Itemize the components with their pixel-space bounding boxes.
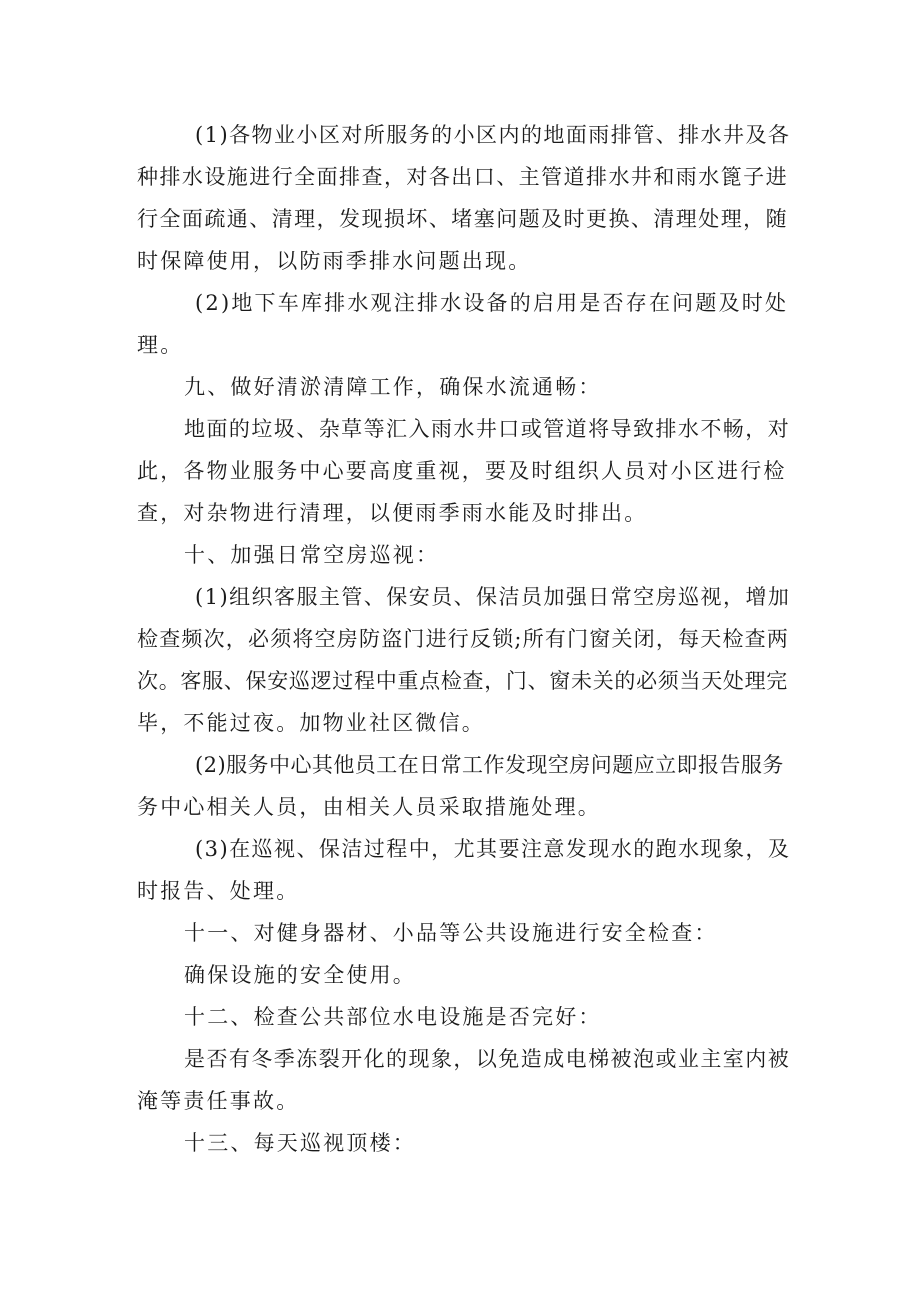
paragraph-line: 检查频次，必须将空房防盗门进行反锁;所有门窗关闭，每天检查两 — [137, 627, 790, 651]
paragraph-line: 地面的垃圾、杂草等汇入雨水井口或管道将导致排水不畅，对 — [184, 417, 791, 441]
paragraph-line: 次。客服、保安巡逻过程中重点检查，门、窗未关的必须当天处理完 — [137, 669, 788, 693]
paragraph-line: (3)在巡视、保洁过程中，尤其要注意发现水的跑水现象，及 — [195, 837, 791, 861]
section-heading: 九、做好清淤清障工作，确保水流通畅： — [184, 375, 602, 399]
section-heading: 十二、检查公共部位水电设施是否完好： — [184, 1005, 602, 1029]
section-heading: 十、加强日常空房巡视： — [184, 543, 440, 567]
paragraph-line: 是否有冬季冻裂开化的现象，以免造成电梯被泡或业主室内被 — [184, 1047, 791, 1071]
paragraph-line: 此，各物业服务中心要高度重视，要及时组织人员对小区进行检 — [137, 459, 787, 483]
paragraph-line: 时保障使用，以防雨季排水问题出现。 — [137, 249, 532, 273]
paragraph-line: 行全面疏通、清理，发现损坏、堵塞问题及时更换、清理处理，随 — [137, 207, 789, 231]
paragraph-line: 种排水设施进行全面排查，对各出口、主管道排水井和雨水篦子进 — [137, 165, 789, 189]
paragraph-line: 毕，不能过夜。加物业社区微信。 — [137, 711, 485, 735]
paragraph-line: 查，对杂物进行清理，以便雨季雨水能及时排出。 — [137, 501, 648, 525]
paragraph-line: (1)各物业小区对所服务的小区内的地面雨排管、排水井及各 — [195, 123, 791, 147]
paragraph-line: 理。 — [137, 333, 184, 357]
section-heading: 十三、每天巡视顶楼： — [184, 1131, 416, 1155]
paragraph-line: 确保设施的安全使用。 — [184, 963, 416, 987]
section-heading: 十一、对健身器材、小品等公共设施进行安全检查： — [184, 921, 718, 945]
paragraph-line: (1)组织客服主管、保安员、保洁员加强日常空房巡视，增加 — [195, 585, 791, 609]
paragraph-line: 时报告、处理。 — [137, 879, 300, 903]
paragraph-line: (2)地下车库排水观注排水设备的启用是否存在问题及时处 — [195, 291, 789, 315]
paragraph-line: 淹等责任事故。 — [137, 1089, 300, 1113]
paragraph-line: (2)服务中心其他员工在日常工作发现空房问题应立即报告服务 — [195, 753, 784, 777]
paragraph-line: 务中心相关人员，由相关人员采取措施处理。 — [137, 795, 601, 819]
